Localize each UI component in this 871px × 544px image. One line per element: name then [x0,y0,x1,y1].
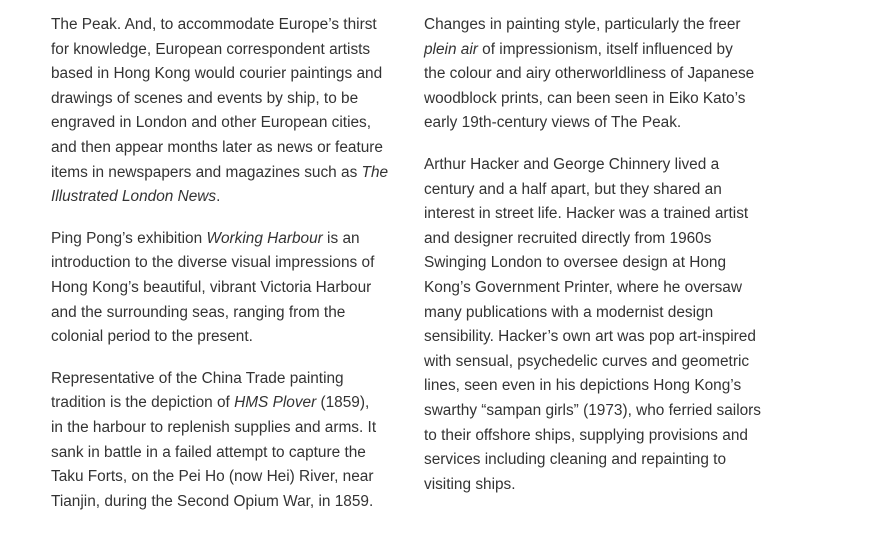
text-line [51,227,406,252]
text-line: drawings of scenes and events by ship, to be [51,89,359,107]
paragraph-peak-correspondents [51,13,406,210]
right-text-column [424,13,784,514]
text-run: of impressionism, itself influenced by [477,40,733,58]
text-run: (1859), [316,394,370,412]
publication-title-italic: The [361,163,389,181]
text-line: for knowledge, European correspondent artists [51,40,371,58]
text-line: interest in street life. Hacker was a trained artist [424,205,749,223]
text-line: in the harbour to replenish supplies and arms. It [51,418,377,436]
publication-title-italic: Illustrated London News [51,188,217,206]
exhibition-title-italic: Working Harbour [206,229,323,247]
plein-air-italic: plein air [424,40,478,58]
text-run: tradition is the depiction of [51,394,235,412]
text-run: items in newspapers and magazines such as [51,163,362,181]
text-line: Swinging London to oversee design at Hong [424,254,727,272]
text-line: swarthy “sampan girls” (1973), who ferried sailors [424,401,762,419]
text-run: . [216,188,221,206]
text-line: and the surrounding seas, ranging from the [51,303,346,321]
left-text-column [51,13,406,531]
text-line: based in Hong Kong would courier paintings and [51,65,383,83]
text-line: with sensual, psychedelic curves and geometric [424,352,750,370]
text-line: engraved in London and other European cities, [51,114,372,132]
text-line: Arthur Hacker and George Chinnery lived a [424,155,720,173]
text-line: to their offshore ships, supplying provisions and [424,426,748,444]
text-line [51,161,406,186]
text-line [51,391,406,416]
text-line: services including cleaning and repainting to [424,451,727,469]
text-line: introduction to the diverse visual impressions of [51,254,375,272]
text-line: The Peak. And, to accommodate Europe’s thirst [51,16,377,33]
paragraph-working-harbour [51,227,406,350]
text-line: and then appear months later as news or feature [51,138,383,156]
text-line [424,38,784,63]
paragraph-painting-style [424,13,784,136]
text-line: Tianjin, during the Second Opium War, in 1859. [51,492,374,510]
text-line: Taku Forts, on the Pei Ho (now Hei) River, near [51,468,374,486]
ship-name-italic: HMS Plover [234,394,317,412]
text-line: lines, seen even in his depictions Hong Kong’s [424,377,742,395]
text-line: the colour and airy otherworldliness of Japanese [424,65,755,83]
text-line: Changes in painting style, particularly the freer [424,16,741,33]
text-line: sank in battle in a failed attempt to capture the [51,443,366,461]
text-line: colonial period to the present. [51,328,253,346]
text-line: century and a half apart, but they shared an [424,180,722,198]
text-run: is an [322,229,360,247]
text-line: Hong Kong’s beautiful, vibrant Victoria Harbour [51,278,372,296]
paragraph-china-trade [51,367,406,515]
text-line: sensibility. Hacker’s own art was pop art-inspired [424,328,756,346]
text-run: Ping Pong’s exhibition [51,229,207,247]
paragraph-hacker-chinnery [424,153,784,497]
text-line: Kong’s Government Printer, where he oversaw [424,278,742,296]
text-line: early 19th-century views of The Peak. [424,114,682,132]
text-line: and designer recruited directly from 1960s [424,229,712,247]
text-line [51,185,406,210]
text-line: many publications with a modernist design [424,303,714,321]
text-line: woodblock prints, can been seen in Eiko Kato’s [424,89,746,107]
text-line: visiting ships. [424,475,516,493]
text-line: Representative of the China Trade painting [51,369,344,387]
